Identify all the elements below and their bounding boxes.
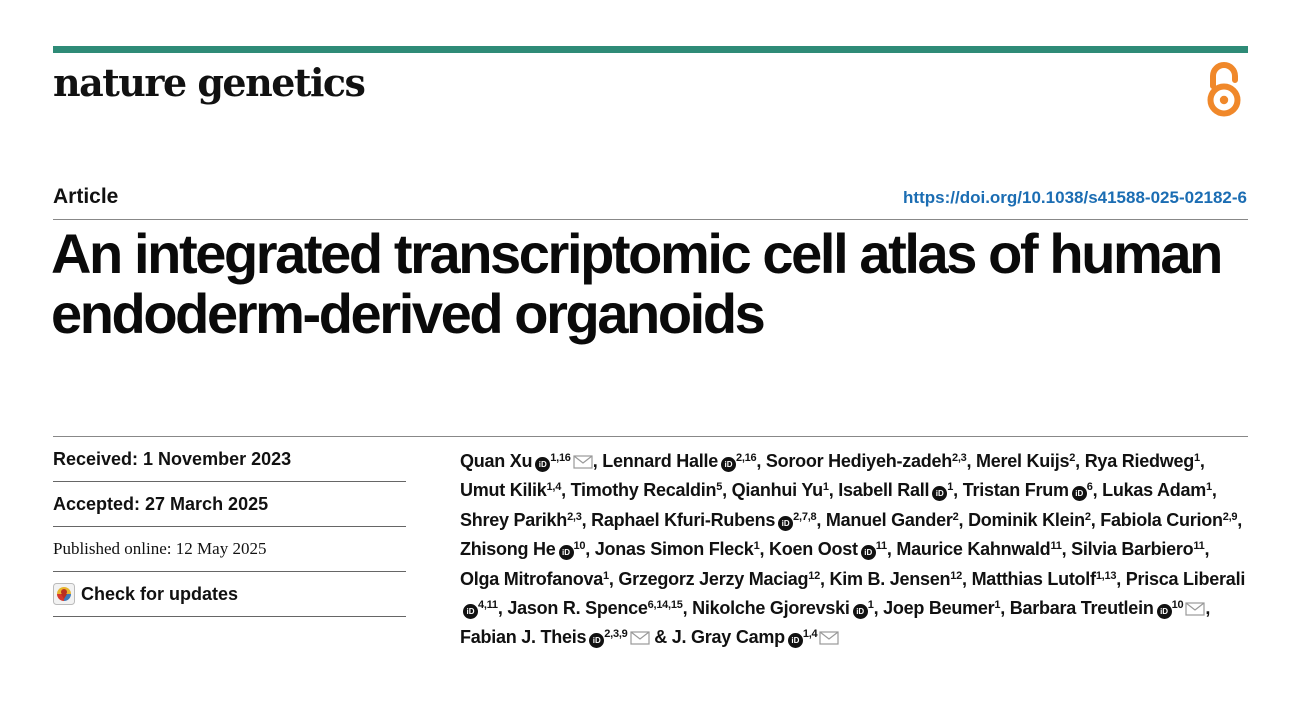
author-name[interactable]: Grzegorz Jerzy Maciag — [618, 568, 809, 589]
author-name[interactable]: Lukas Adam — [1102, 480, 1206, 501]
author-item — [618, 569, 820, 589]
orcid-icon[interactable]: iD — [788, 633, 803, 648]
author-affiliation: 2,9 — [1222, 510, 1238, 523]
orcid-icon[interactable]: iD — [932, 486, 947, 501]
envelope-icon[interactable] — [573, 455, 593, 469]
author-affiliation: 2 — [952, 510, 959, 523]
author-affiliation: 11 — [1193, 540, 1205, 553]
author-affiliation: 10 — [1171, 599, 1184, 612]
author-affiliation: 1 — [822, 481, 829, 494]
doi-link[interactable]: https://doi.org/10.1038/s41588-025-02182-6 — [903, 188, 1247, 207]
article-title: An integrated transcriptomic cell atlas of human endoderm-derived organoids — [51, 222, 1221, 345]
author-name[interactable]: Quan Xu — [460, 451, 533, 471]
author-affiliation: 1 — [1193, 452, 1200, 464]
author-item — [654, 627, 839, 647]
author-affiliation: 2,3 — [567, 510, 582, 523]
author-item — [591, 510, 816, 530]
author-item — [976, 451, 1075, 471]
author-affiliation: 6 — [1086, 481, 1093, 494]
author-name[interactable]: Umut Kilik — [460, 480, 547, 501]
author-item — [769, 539, 887, 559]
author-item — [830, 569, 963, 589]
author-item — [460, 627, 650, 647]
author-name[interactable]: Matthias Lutolf — [971, 568, 1096, 589]
author-item — [1010, 598, 1206, 618]
received-date: Received: 1 November 2023 — [53, 437, 406, 482]
author-affiliation: 1 — [867, 599, 874, 612]
author-affiliation: 2 — [1084, 510, 1091, 523]
author-name[interactable]: Olga Mitrofanova — [460, 568, 604, 589]
author-affiliation: 1,4 — [546, 481, 562, 494]
author-conjunction: & — [654, 627, 672, 648]
author-item — [766, 451, 967, 471]
author-item — [460, 510, 582, 530]
author-name[interactable]: Shrey Parikh — [460, 509, 568, 530]
author-item — [883, 598, 1000, 618]
author-item — [460, 451, 593, 471]
author-item — [968, 510, 1091, 530]
orcid-icon[interactable]: iD — [1072, 486, 1087, 501]
author-name[interactable]: J. Gray Camp — [671, 627, 785, 648]
author-affiliation: 1,13 — [1095, 569, 1117, 582]
journal-logo[interactable]: nature genetics — [53, 60, 365, 105]
orcid-icon[interactable]: iD — [721, 457, 736, 472]
author-affiliation: 2,3 — [951, 452, 967, 464]
author-affiliation: 11 — [875, 540, 887, 553]
author-affiliation: 12 — [950, 569, 963, 582]
author-item — [732, 480, 829, 500]
author-name[interactable]: Rya Riedweg — [1084, 451, 1194, 471]
author-name[interactable]: Barbara Treutlein — [1009, 598, 1154, 619]
orcid-icon[interactable]: iD — [589, 633, 604, 648]
author-affiliation: 5 — [716, 481, 723, 494]
author-affiliation: 1 — [753, 540, 760, 553]
orcid-icon[interactable]: iD — [1157, 604, 1172, 619]
check-for-updates-label: Check for updates — [81, 583, 239, 604]
author-name[interactable]: Raphael Kfuri-Rubens — [591, 509, 776, 530]
orcid-icon[interactable]: iD — [853, 604, 868, 619]
author-item — [460, 480, 561, 500]
author-name[interactable]: Silvia Barbiero — [1071, 539, 1194, 560]
author-name[interactable]: Manuel Gander — [825, 509, 953, 530]
author-affiliation: 4,11 — [478, 599, 498, 612]
author-affiliation: 1 — [994, 599, 1001, 612]
author-name[interactable]: Tristan Frum — [962, 480, 1069, 501]
author-item — [692, 598, 873, 618]
published-date: Published online: 12 May 2025 — [53, 527, 406, 572]
author-affiliation: 1,4 — [802, 628, 818, 641]
author-item — [507, 598, 682, 618]
check-for-updates-button[interactable] — [53, 572, 406, 617]
author-affiliation: 1,16 — [550, 452, 571, 464]
author-name[interactable]: Nikolche Gjorevski — [692, 598, 850, 619]
author-item — [826, 510, 959, 530]
journal-accent-bar — [53, 46, 1248, 53]
orcid-icon[interactable]: iD — [861, 545, 876, 560]
author-name[interactable]: Kim B. Jensen — [829, 568, 951, 589]
orcid-icon[interactable]: iD — [778, 516, 793, 531]
orcid-icon[interactable]: iD — [559, 545, 574, 560]
author-item — [963, 480, 1093, 500]
author-item — [972, 569, 1117, 589]
envelope-icon[interactable] — [1185, 602, 1205, 616]
author-name[interactable]: Soroor Hediyeh-zadeh — [765, 451, 952, 471]
author-name[interactable]: Koen Oost — [768, 539, 858, 560]
author-item — [1085, 451, 1200, 471]
author-name[interactable]: Jonas Simon Fleck — [594, 539, 754, 560]
orcid-icon[interactable]: iD — [463, 604, 478, 619]
author-affiliation: 1 — [947, 481, 954, 494]
author-affiliation: 6,14,15 — [647, 599, 683, 612]
article-type-label: Article — [53, 185, 119, 208]
author-item — [571, 480, 723, 500]
author-name[interactable]: Fabiola Curion — [1100, 509, 1223, 530]
author-affiliation: 1 — [603, 569, 609, 582]
author-item — [460, 539, 585, 559]
author-list: Quan Xu iD$^{1,16}$ , Lennard Halle iD$^{2,16}$, Soroor Hediyeh-zadeh$^{2,3}$, Merel Kuijs$^2$, Rya Riedweg$^1$, Umut Kilik$^{1,4}$, Timothy Recaldin$^5$, Qianhui Yu$^1$, Isabell Rall $iD^1$, Tristan Frum $iD^6$, Lukas Adam$^1$, Shrey Parikh$^{2,3}$, Raphael Kfuri-Rubens iD$^{2,7,8}$, Manuel Gander$^2$, Dominik Klein$^2$, Fabiola Curion$^{2,9}$, Zhisong He $iD^{10}$, Jonas Simon Fleck$^1$, Koen Oost $iD^{11}$, Maurice Kahnwald$^{11}$, Silvia Barbiero$^{11}$, Olga Mitrofanova$^1$, Grzegorz Jerzy Maciag$^{12}$, Kim B. Jensen$^{12}$, Matthias Lutolf$^{1,13}$, Prisca LiberaliiD$^{4,11}$, Jason R. Spence$^{6,14,15}$, Nikolche Gjorevski $iD^1$, Joep Beumer$^1$, Barbara Treutlein $iD^{10}$ , Fabian J. Theis iD$^{2,3,9}$ & J. Gray Camp iD$^{1,4}$ — [460, 451, 1246, 648]
author-affiliation: 2 — [1069, 452, 1076, 464]
author-item — [838, 480, 953, 500]
article-dates — [53, 437, 406, 617]
author-affiliation: 2,16 — [735, 452, 757, 464]
author-item — [1102, 480, 1212, 500]
crossmark-icon — [53, 583, 75, 605]
author-item — [460, 569, 609, 589]
author-name[interactable]: Timothy Recaldin — [570, 480, 717, 501]
author-item — [1100, 510, 1237, 530]
author-name[interactable]: Merel Kuijs — [976, 451, 1070, 471]
author-name[interactable]: Qianhui Yu — [731, 480, 823, 501]
open-access-icon — [1203, 62, 1245, 118]
accepted-date: Accepted: 27 March 2025 — [53, 482, 406, 527]
divider-top — [53, 219, 1248, 220]
author-item — [1071, 539, 1204, 559]
author-affiliation: 10 — [573, 540, 586, 553]
envelope-icon[interactable] — [819, 631, 839, 645]
orcid-icon[interactable]: iD — [535, 457, 550, 472]
author-name[interactable]: Joep Beumer — [883, 598, 995, 619]
author-name[interactable]: Maurice Kahnwald — [896, 539, 1051, 560]
author-name[interactable]: Lennard Halle — [602, 451, 718, 471]
author-item — [896, 539, 1061, 559]
author-name[interactable]: Fabian J. Theis — [460, 627, 587, 648]
author-affiliation: 11 — [1050, 540, 1062, 553]
author-name[interactable]: Prisca Liberali — [1125, 568, 1246, 589]
author-item — [595, 539, 760, 559]
author-affiliation: 2,7,8 — [793, 510, 817, 523]
author-affiliation: 12 — [808, 569, 820, 582]
author-name[interactable]: Zhisong He — [460, 539, 556, 560]
author-name[interactable]: Isabell Rall — [838, 480, 930, 501]
envelope-icon[interactable] — [630, 631, 650, 645]
author-affiliation: 2,3,9 — [604, 628, 628, 641]
author-name[interactable]: Jason R. Spence — [507, 598, 648, 619]
author-affiliation: 1 — [1205, 481, 1212, 494]
author-name[interactable]: Dominik Klein — [968, 509, 1085, 530]
author-item — [602, 451, 756, 471]
